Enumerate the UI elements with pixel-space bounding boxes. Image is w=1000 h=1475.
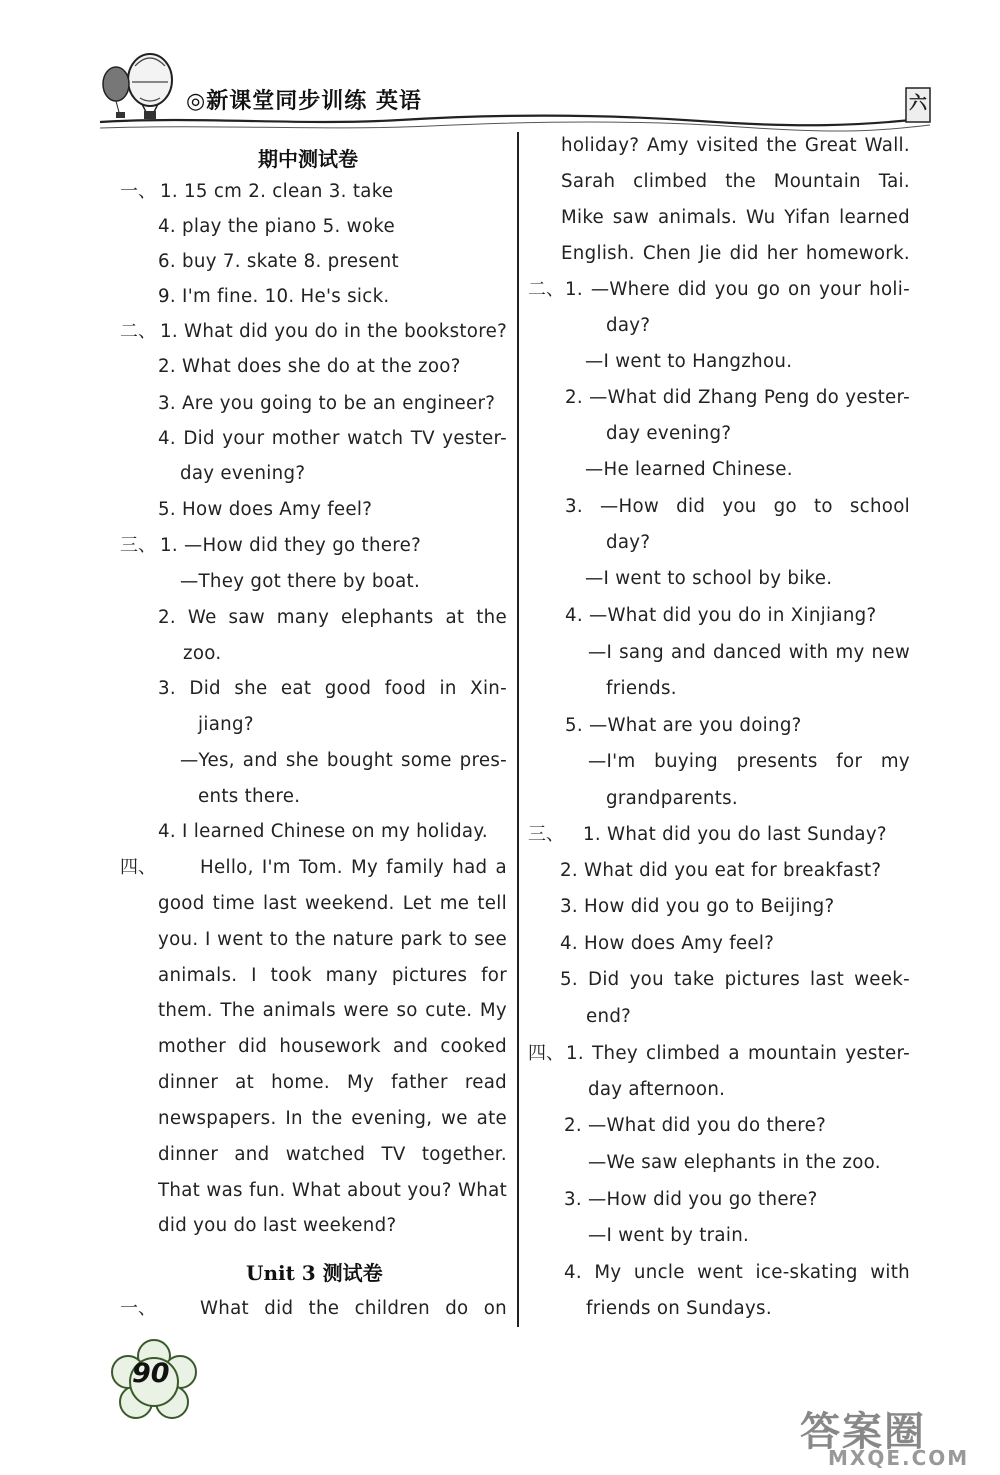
answer-line: day evening? — [180, 463, 306, 484]
answer-line: 3. How did you go to Beijing? — [560, 896, 835, 917]
answer-line: Mike saw animals. Wu Yifan learned — [561, 207, 910, 228]
answer-line: holiday? Amy visited the Great Wall. — [561, 135, 910, 156]
answer-line: grandparents. — [606, 788, 739, 809]
answer-line: What did the children do on — [200, 1298, 507, 1319]
answer-line: them. The animals were so cute. My — [158, 1000, 507, 1021]
answer-line: zoo. — [183, 643, 222, 664]
answer-line: day afternoon. — [588, 1079, 726, 1100]
series-title: ◎新课堂同步训练 英语 — [186, 88, 422, 114]
answer-line: 2. —What did you do there? — [564, 1115, 827, 1136]
answer-line: 6. buy 7. skate 8. present — [158, 251, 399, 272]
answer-line: —I'm buying presents for my — [588, 751, 910, 772]
answer-line: jiang? — [198, 714, 254, 735]
unit3-section-title: Unit 3 测试卷 — [246, 1261, 383, 1285]
answer-line: —I went to school by bike. — [585, 568, 833, 589]
answer-line: friends on Sundays. — [586, 1298, 772, 1319]
answer-line: day evening? — [606, 423, 732, 444]
answer-line: 2. What does she do at the zoo? — [158, 356, 461, 377]
question-number: 二、 — [120, 321, 156, 342]
question-number: 四、 — [120, 857, 156, 878]
answer-line: 4. —What did you do in Xinjiang? — [565, 605, 877, 626]
answer-line: 3. —How did you go there? — [564, 1189, 818, 1210]
question-number: 三、 — [528, 824, 564, 845]
watermark-logo: 答案圈 — [800, 1409, 926, 1455]
answer-line: 2. We saw many elephants at the — [158, 607, 507, 628]
answer-line: dinner at home. My father read — [158, 1072, 507, 1093]
answer-line: 3. —How did you go to school — [565, 496, 910, 517]
answer-line: dinner and watched TV together. — [158, 1144, 507, 1165]
answer-line: 3. Did she eat good food in Xin- — [158, 678, 507, 699]
answer-line: 4. play the piano 5. woke — [158, 216, 395, 237]
answer-line: good time last weekend. Let me tell — [158, 893, 507, 914]
answer-line: —I went by train. — [588, 1225, 750, 1246]
answer-line: That was fun. What about you? What — [158, 1180, 507, 1201]
answer-line: —He learned Chinese. — [585, 459, 793, 480]
answer-line: English. Chen Jie did her homework. — [561, 243, 910, 264]
answer-line: day? — [606, 315, 651, 336]
question-number: 一、 — [120, 181, 156, 202]
answer-line: 2. What did you eat for breakfast? — [560, 860, 882, 881]
answer-line: 1. They climbed a mountain yester- — [566, 1043, 910, 1064]
answer-line: 5. —What are you doing? — [565, 715, 802, 736]
answer-line: —I sang and danced with my new — [588, 642, 910, 663]
answer-line: 4. I learned Chinese on my holiday. — [158, 821, 488, 842]
answer-line: mother did housework and cooked — [158, 1036, 507, 1057]
answer-line: 1. 15 cm 2. clean 3. take — [160, 181, 394, 202]
midterm-section-title: 期中测试卷 — [258, 147, 358, 171]
answer-line: 3. Are you going to be an engineer? — [158, 393, 496, 414]
answer-line: 1. What did you do last Sunday? — [583, 824, 887, 845]
balloon-icon — [103, 54, 172, 119]
answer-line: day? — [606, 532, 651, 553]
answer-line: end? — [586, 1006, 632, 1027]
answer-line: did you do last weekend? — [158, 1215, 397, 1236]
answer-line: —We saw elephants in the zoo. — [588, 1152, 881, 1173]
answer-line: 1. What did you do in the bookstore? — [160, 321, 508, 342]
answer-line: —Yes, and she bought some pres- — [180, 750, 507, 771]
header-decoration — [0, 0, 1000, 140]
answer-line: 1. —How did they go there? — [160, 535, 422, 556]
answer-line: Hello, I'm Tom. My family had a — [200, 857, 507, 878]
answer-line: you. I went to the nature park to see — [158, 929, 507, 950]
page-number: 90 — [132, 1358, 170, 1389]
answer-line: animals. I took many pictures for — [158, 965, 507, 986]
answer-line: —They got there by boat. — [180, 571, 421, 592]
answer-line: 4. My uncle went ice-skating with — [564, 1262, 910, 1283]
answer-line: 9. I'm fine. 10. He's sick. — [158, 286, 390, 307]
answer-line: 4. Did your mother watch TV yester- — [158, 428, 507, 449]
answer-line: newspapers. In the evening, we ate — [158, 1108, 507, 1129]
answer-line: ents there. — [198, 786, 301, 807]
question-number: 二、 — [528, 279, 564, 300]
answer-line: friends. — [606, 678, 677, 699]
answer-line: 5. Did you take pictures last week- — [560, 969, 910, 990]
watermark-url: MXQE.COM — [828, 1446, 970, 1470]
answer-line: 4. How does Amy feel? — [560, 933, 775, 954]
answer-line: 1. —Where did you go on your holi- — [565, 279, 910, 300]
answer-line: 2. —What did Zhang Peng do yester- — [565, 387, 910, 408]
question-number: 三、 — [120, 535, 156, 556]
question-number: 四、 — [528, 1043, 564, 1064]
question-number: 一、 — [120, 1298, 156, 1319]
grade-mark: 六 — [909, 93, 927, 114]
column-divider — [517, 132, 519, 1327]
answer-line: —I went to Hangzhou. — [585, 351, 793, 372]
answer-line: 5. How does Amy feel? — [158, 499, 373, 520]
answer-line: Sarah climbed the Mountain Tai. — [561, 171, 910, 192]
